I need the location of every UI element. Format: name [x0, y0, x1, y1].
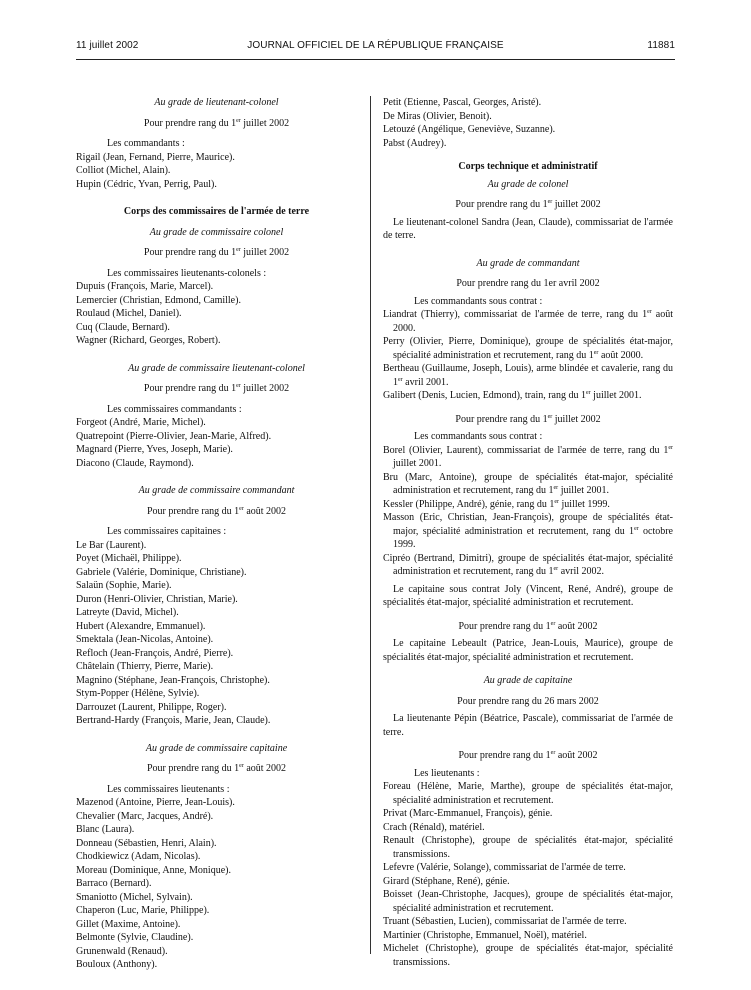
name-list: [76, 151, 357, 192]
name-entry: Chodkiewicz (Adam, Nicolas).: [76, 851, 201, 862]
name-entry: Cuq (Claude, Bernard).: [76, 321, 170, 333]
rank-date: Pour prendre rang du 26 mars 2002: [457, 695, 599, 707]
name-entry: Lemercier (Christian, Edmond, Camille).: [76, 294, 241, 306]
rank-date: Pour prendre rang du 1er juillet 2002: [143, 117, 290, 129]
name-entry: Smaniotto (Michel, Sylvain).: [76, 891, 193, 903]
column-divider: [370, 96, 371, 954]
officer-entry: Kessler (Philippe, André), génie, rang du 1er juillet 1999.: [383, 498, 610, 510]
rank-date: Pour prendre rang du 1er juillet 2002: [455, 199, 601, 210]
list-intro: Les commissaires lieutenants :: [107, 783, 230, 795]
list-intro: Les commandants sous contrat :: [414, 295, 543, 307]
name-entry: Magnino (Stéphane, Jean-François, Christophe).: [76, 674, 270, 686]
header-rule: [76, 59, 675, 60]
grade-heading: Au grade de commissaire lieutenant-colonel: [128, 362, 305, 374]
name-entry: Châtelain (Thierry, Pierre, Marie).: [76, 661, 214, 672]
list-intro: Les lieutenants :: [414, 767, 480, 779]
name-entry: Blanc (Laura).: [76, 824, 135, 835]
decision-paragraph: Le capitaine Lebeault (Patrice, Jean-Louis, Maurice), groupe de spécialités état-major, spécialité administration et recrutement.: [383, 638, 673, 663]
officer-entry: Privat (Marc-Emmanuel, François), génie.: [383, 808, 553, 819]
list-intro: Les commissaires capitaines :: [107, 526, 227, 537]
name-entry: Le Bar (Laurent).: [76, 539, 147, 551]
grade-heading: Au grade de commandant: [476, 257, 580, 269]
right-column: [383, 96, 673, 969]
rank-date: Pour prendre rang du 1er août 2002: [146, 763, 287, 774]
officer-entry: Perry (Olivier, Pierre, Dominique), groupe de spécialités état-major, spécialité administration et recrutement, rang du 1er août 2000.: [383, 336, 673, 361]
rank-date: Pour prendre rang du 1er août 2002: [458, 750, 598, 761]
officer-entry: Cipréo (Bertrand, Dimitri), groupe de spécialités état-major, spécialité administration et recrutement, rang du 1er avril 2002.: [383, 552, 673, 577]
page-number: 11881: [647, 40, 675, 51]
corps-heading: Corps technique et administratif: [458, 161, 598, 172]
name-entry: Hupin (Cédric, Yvan, Perrig, Paul).: [76, 178, 217, 190]
rank-date: Pour prendre rang du 1er août 2002: [146, 505, 287, 517]
list-intro: Les commissaires lieutenants-colonels :: [107, 267, 267, 279]
journal-title: JOURNAL OFFICIEL DE LA RÉPUBLIQUE FRANÇAISE: [247, 40, 504, 51]
officer-entry: Liandrat (Thierry), commissariat de l'armée de terre, rang du 1er août 2000.: [383, 309, 673, 334]
issue-date: 11 juillet 2002: [76, 40, 139, 51]
grade-heading: Au grade de capitaine: [483, 675, 573, 686]
list-intro: Les commissaires commandants :: [107, 403, 242, 415]
name-entry: Gillet (Maxime, Antoine).: [76, 918, 181, 930]
name-entry: Refloch (Jean-François, André, Pierre).: [76, 647, 234, 659]
name-entry: Chaperon (Luc, Marie, Philippe).: [76, 905, 210, 916]
name-list: [76, 539, 357, 728]
name-entry: Rigail (Jean, Fernand, Pierre, Maurice).: [76, 151, 235, 163]
name-entry: Dupuis (François, Marie, Marcel).: [76, 281, 214, 292]
name-list: [76, 796, 357, 972]
officer-entry: Boisset (Jean-Christophe, Jacques), groupe de spécialités état-major, spécialité administration et recrutement.: [383, 889, 673, 914]
officer-entry: Crach (Rénald), matériel.: [383, 821, 485, 833]
rank-date: Pour prendre rang du 1er juillet 2002: [455, 413, 601, 425]
name-list: [76, 280, 357, 348]
name-entry: Roulaud (Michel, Daniel).: [76, 308, 182, 319]
name-entry: Poyet (Michaël, Philippe).: [76, 553, 182, 564]
officer-entry: Bru (Marc, Antoine), groupe de spécialités état-major, spécialité administration et recrutement, rang du 1er juillet 2001.: [383, 471, 673, 496]
officer-entry: Borel (Olivier, Laurent), commissariat de l'armée de terre, rang du 1er juillet 2001.: [383, 444, 673, 469]
name-entry: Wagner (Richard, Georges, Robert).: [76, 335, 221, 346]
decision-paragraph: Le lieutenant-colonel Sandra (Jean, Claude), commissariat de l'armée de terre.: [383, 216, 673, 241]
name-entry: Stym-Popper (Hélène, Sylvie).: [76, 688, 200, 699]
officer-entry: Girard (Stéphane, René), génie.: [383, 875, 510, 887]
entry-list: [383, 308, 673, 403]
grade-heading: Au grade de lieutenant-colonel: [154, 97, 279, 108]
officer-entry: Galibert (Denis, Lucien, Edmond), train, rang du 1er juillet 2001.: [383, 390, 642, 401]
name-list: [76, 416, 357, 470]
rank-date: Pour prendre rang du 1er août 2002: [458, 620, 598, 632]
officer-entry: Bertheau (Guillaume, Joseph, Louis), arme blindée et cavalerie, rang du 1er avril 2001.: [383, 363, 673, 388]
entry-list: [383, 444, 673, 579]
officer-entry: Masson (Eric, Christian, Jean-François), groupe de spécialités état-major, spécialité administration et recrutement, rang du 1er octobre 1999.: [383, 512, 673, 550]
name-entry: Salaün (Sophie, Marie).: [76, 580, 172, 591]
rank-date: Pour prendre rang du 1er avril 2002: [456, 278, 600, 289]
name-entry: Duron (Henri-Olivier, Christian, Marie).: [76, 593, 238, 605]
list-intro: Les commandants :: [107, 138, 185, 149]
name-entry: Letouzé (Angélique, Geneviève, Suzanne).: [383, 124, 556, 135]
name-entry: Bouloux (Anthony).: [76, 959, 158, 970]
name-entry: Barraco (Bernard).: [76, 878, 152, 889]
name-entry: Moreau (Dominique, Anne, Monique).: [76, 864, 231, 876]
page-header: [76, 40, 675, 56]
officer-entry: Truant (Sébastien, Lucien), commissariat de l'armée de terre.: [383, 916, 627, 927]
name-entry: Donneau (Sébastien, Henri, Alain).: [76, 837, 217, 849]
officer-entry: Lefevre (Valérie, Solange), commissariat de l'armée de terre.: [383, 862, 626, 873]
name-entry: Belmonte (Sylvie, Claudine).: [76, 932, 194, 943]
name-entry: Pabst (Audrey).: [383, 137, 447, 149]
grade-heading: Au grade de commissaire colonel: [149, 226, 284, 238]
name-entry: Hubert (Alexandre, Emmanuel).: [76, 620, 206, 632]
officer-entry: Foreau (Hélène, Marie, Marthe), groupe de spécialités état-major, spécialité administration et recrutement.: [383, 781, 673, 806]
name-entry: Magnard (Pierre, Yves, Joseph, Marie).: [76, 444, 233, 455]
officer-entry: Renault (Christophe), groupe de spécialités état-major, spécialité transmissions.: [383, 835, 673, 860]
decision-paragraph: La lieutenante Pépin (Béatrice, Pascale), commissariat de l'armée de terre.: [383, 713, 673, 738]
name-entry: Forgeot (André, Marie, Michel).: [76, 417, 206, 428]
left-column: [76, 96, 357, 972]
entry-list: [383, 780, 673, 969]
name-entry: Diacono (Claude, Raymond).: [76, 457, 194, 469]
name-entry: Colliot (Michel, Alain).: [76, 165, 171, 176]
name-entry: Gabriele (Valérie, Dominique, Christiane).: [76, 566, 247, 578]
officer-entry: Martinier (Christophe, Emmanuel, Noël), matériel.: [383, 929, 587, 941]
officer-entry: Michelet (Christophe), groupe de spécialités état-major, spécialité transmissions.: [383, 943, 673, 968]
name-entry: De Miras (Olivier, Benoit).: [383, 110, 492, 122]
grade-heading: Au grade de commissaire commandant: [138, 485, 295, 496]
name-entry: Latreyte (David, Michel).: [76, 607, 179, 618]
rank-date: Pour prendre rang du 1er juillet 2002: [143, 247, 290, 258]
name-entry: Quatrepoint (Pierre-Olivier, Jean-Marie, Alfred).: [76, 430, 272, 442]
name-entry: Bertrand-Hardy (François, Marie, Jean, Claude).: [76, 715, 271, 726]
corps-heading: Corps des commissaires de l'armée de terre: [123, 206, 310, 217]
rank-date: Pour prendre rang du 1er juillet 2002: [143, 383, 290, 394]
list-intro: Les commandants sous contrat :: [414, 431, 543, 442]
name-entry: Petit (Etienne, Pascal, Georges, Aristé).: [383, 97, 542, 108]
name-entry: Mazenod (Antoine, Pierre, Jean-Louis).: [76, 797, 235, 808]
name-list: [383, 96, 673, 150]
name-entry: Grunenwald (Renaud).: [76, 945, 168, 957]
decision-paragraph: Le capitaine sous contrat Joly (Vincent, René, André), groupe de spécialités état-major, spécialité administration et recrutement.: [383, 583, 673, 608]
name-entry: Darrouzet (Laurent, Philippe, Roger).: [76, 701, 227, 713]
name-entry: Chevalier (Marc, Jacques, André).: [76, 810, 214, 822]
name-entry: Smektala (Jean-Nicolas, Antoine).: [76, 634, 214, 645]
grade-heading: Au grade de colonel: [487, 178, 569, 190]
grade-heading: Au grade de commissaire capitaine: [145, 742, 288, 754]
